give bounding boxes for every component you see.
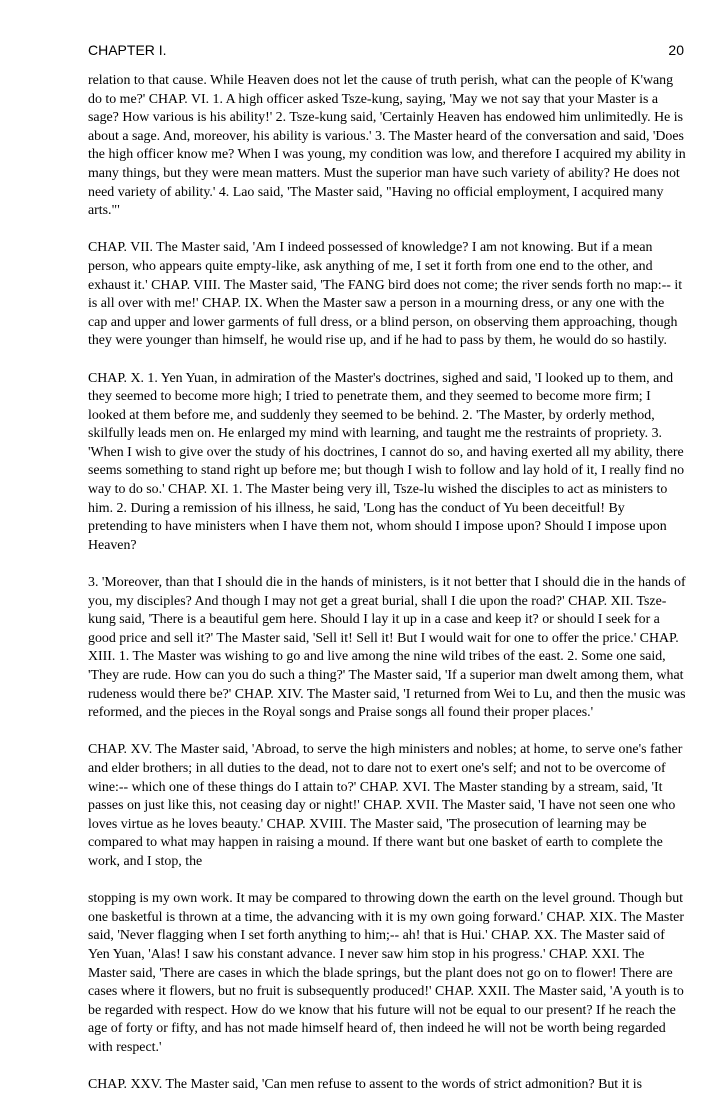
paragraph: 3. 'Moreover, than that I should die in the hands of ministers, is it not better that I should die in the hands of you, my disciples? And though I may not get a great burial, shall I die upon the road?' CHAP. XII. Tsze-kung said, 'There is a beautiful gem here. Should I lay it up in a case and keep it? or should I seek for a good price and sell it?' The Master said, 'Sell it! Sell it! But I would wait for one to offer the price.' CHAP. XIII. 1. The Master was wishing to go and live among the nine wild tribes of the east. 2. Some one said, 'They are rude. How can you do such a thing?' The Master said, 'If a superior man dwelt among them, what rudeness would there be?' CHAP. XIV. The Master said, 'I returned from Wei to Lu, and then the music was reformed, and the pieces in the Royal songs and Praise songs all found their proper places.' — [88, 575, 686, 721]
paragraph: stopping is my own work. It may be compared to throwing down the earth on the level ground. Though but one basketful is thrown at a time, the advancing with it is my own going forward.' CHAP. XIX. The Master said, 'Never flagging when I set forth anything to him;-- ah! that is Hui.' CHAP. XX. The Master said of Yen Yuan, 'Alas! I saw his constant advance. I never saw him stop in his progress.' CHAP. XXI. The Master said, 'There are cases in which the blade springs, but the plant does not go on to flower! There are cases where it flowers, but no fruit is subsequently produced!' CHAP. XXII. The Master said, 'A youth is to be regarded with respect. How do we know that his future will not be equal to our present? If he reach the age of forty or fifty, and has not made himself heard of, then indeed he will not be worth being regarded with respect.' — [88, 891, 684, 1055]
paragraph: relation to that cause. While Heaven does not let the cause of truth perish, what can the people of K'wang do to me?' CHAP. VI. 1. A high officer asked Tsze-kung, saying, 'May we not say that your Master is a sage? How various is his ability!' 2. Tsze-kung said, 'Certainly Heaven has endowed him unlimitedly. He is about a sage. And, moreover, his ability is various.' 3. The Master heard of the conversation and said, 'Does the high officer know me? When I was young, my condition was low, and therefore I acquired my ability in many things, but they were mean matters. Must the superior man have such variety of ability? He does not need variety of ability.' 4. Lao said, 'The Master said, "Having no official employment, I acquired many arts."' — [88, 73, 686, 219]
paragraph: CHAP. VII. The Master said, 'Am I indeed possessed of knowledge? I am not knowing. But if a mean person, who appears quite empty-like, ask anything of me, I set it forth from one end to the other, and exhaust it.' CHAP. VIII. The Master said, 'The FANG bird does not come; the river sends forth no map:-- it is all over with me!' CHAP. IX. When the Master saw a person in a mourning dress, or any one with the cap and upper and lower garments of full dress, or a blind person, on observing them approaching, though they were younger than himself, he would rise up, and if he had to pass by them, he would do so hastily. — [88, 240, 683, 349]
page-number: 20 — [668, 42, 684, 58]
body-text — [88, 72, 686, 1113]
paragraph: CHAP. X. 1. Yen Yuan, in admiration of the Master's doctrines, sighed and said, 'I looked up to them, and they seemed to become more high; I tried to penetrate them, and they seemed to become more firm; I looked at them before me, and suddenly they seemed to be behind. 2. 'The Master, by orderly method, skilfully leads men on. He enlarged my mind with learning, and taught me the restraints of propriety. 3. 'When I wish to give over the study of his doctrines, I cannot do so, and having exerted all my ability, there seems something to stand right up before me; but though I wish to follow and lay hold of it, I really find no way to do so.' CHAP. XI. 1. The Master being very ill, Tsze-lu wished the disciples to act as ministers to him. 2. During a remission of his illness, he said, 'Long has the conduct of Yu been deceitful! By pretending to have ministers when I have them not, whom should I impose upon? Should I impose upon Heaven? — [88, 370, 685, 553]
page-header — [88, 42, 684, 64]
chapter-title: CHAPTER I. — [88, 42, 167, 58]
paragraph: CHAP. XV. The Master said, 'Abroad, to serve the high ministers and nobles; at home, to serve one's father and elder brothers; in all duties to the dead, not to dare not to exert one's self; and not to be overcome of wine:-- which one of these things do I attain to?' CHAP. XVI. The Master standing by a stream, said, 'It passes on just like this, not ceasing day or night!' CHAP. XVII. The Master said, 'I have not seen one who loves virtue as he loves beauty.' CHAP. XVIII. The Master said, 'The prosecution of learning may be compared to what may happen in raising a mound. If there want but one basket of earth to complete the work, and I stop, the — [88, 742, 683, 869]
paragraph: CHAP. XXV. The Master said, 'Can men refuse to assent to the words of strict admonition? But it is — [88, 1077, 643, 1093]
